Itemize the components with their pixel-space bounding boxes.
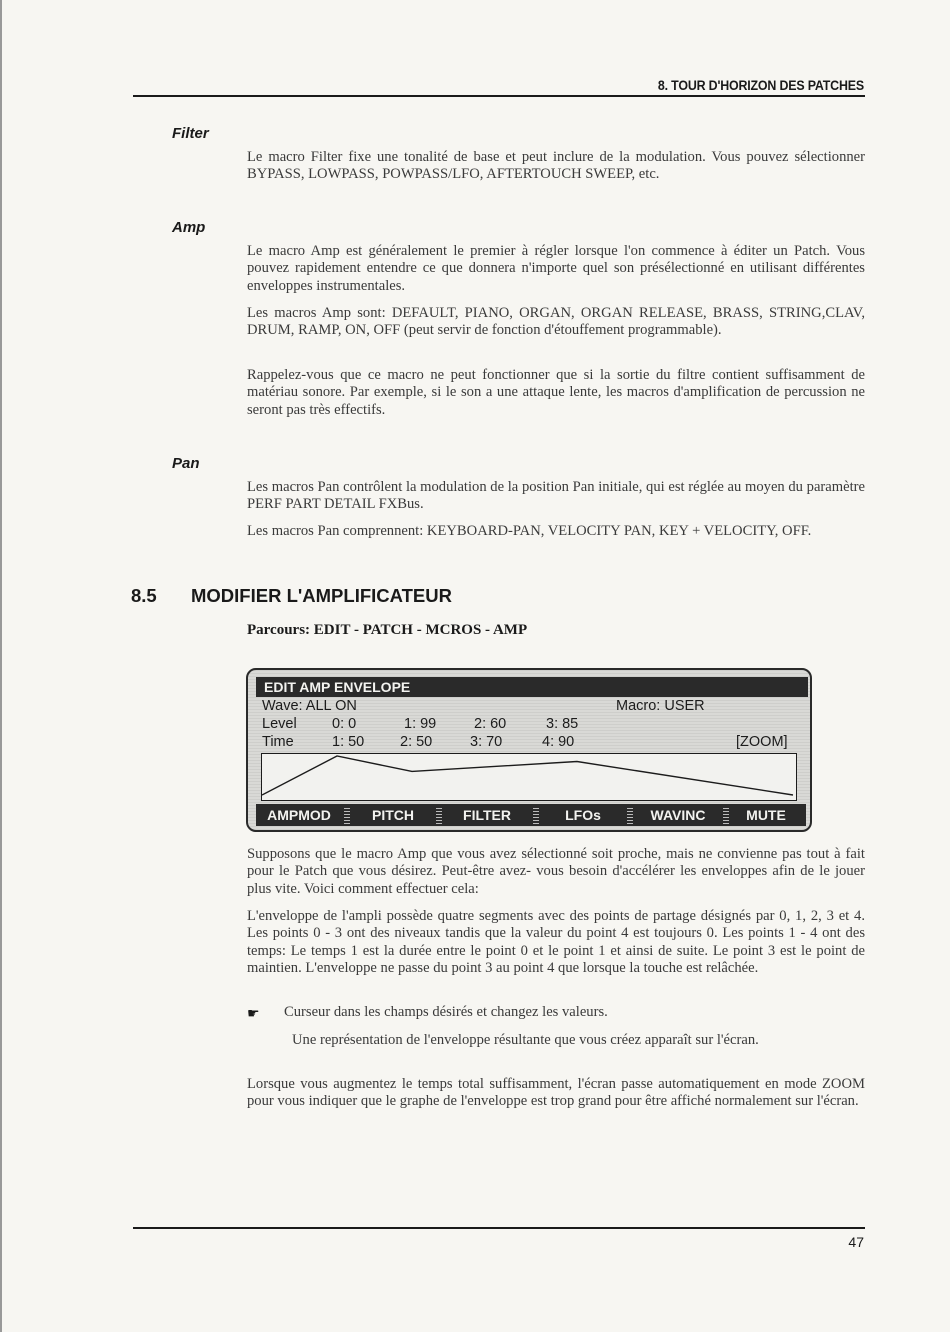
lcd-time-value: 2: 50 bbox=[400, 734, 433, 750]
tab-ampmod: AMPMOD bbox=[267, 807, 331, 823]
tab-separator bbox=[723, 806, 729, 824]
lcd-level-label: Level bbox=[262, 716, 297, 732]
lcd-wave: Wave: ALL ON bbox=[262, 698, 357, 714]
lcd-title: EDIT AMP ENVELOPE bbox=[256, 677, 808, 697]
envelope-graph bbox=[261, 753, 797, 801]
amp-heading: Amp bbox=[172, 219, 206, 236]
lcd-zoom: [ZOOM] bbox=[736, 734, 788, 750]
filter-heading: Filter bbox=[172, 125, 209, 142]
lcd-level-value: 0: 0 bbox=[332, 716, 357, 732]
running-header: 8. TOUR D'HORIZON DES PATCHES bbox=[657, 78, 864, 93]
lcd-time-value: 4: 90 bbox=[542, 734, 575, 750]
tab-separator bbox=[436, 806, 442, 824]
body-paragraph-3: Lorsque vous augmentez le temps total suffisamment, l'écran passe automatiquement en mode ZOOM pour vous indiquer que le graphe de l'enveloppe est trop grand pour être affiché normalement sur l'écran. bbox=[247, 1076, 865, 1110]
binding-edge bbox=[0, 0, 2, 1332]
lcd-level-value: 2: 60 bbox=[474, 716, 507, 732]
pan-paragraph-2: Les macros Pan comprennent: KEYBOARD-PAN, VELOCITY PAN, KEY + VELOCITY, OFF. bbox=[247, 523, 812, 539]
section-heading bbox=[131, 585, 452, 607]
amp-paragraph-2: Les macros Amp sont: DEFAULT, PIANO, ORGAN, ORGAN RELEASE, BRASS, STRING,CLAV, DRUM, RAMP, ON, OFF (peut servir de fonction d'étouffement programmable). bbox=[247, 305, 865, 339]
section-title: MODIFIER L'AMPLIFICATEUR bbox=[191, 585, 452, 606]
body-paragraph-1: Supposons que le macro Amp que vous avez sélectionné soit proche, mais ne convienne pas tout à fait pour le Patch que vous désirez. Peut-être avez- vous besoin d'accélérer les enveloppes afin de le jouer plus vite. Voici comment effectuer cela: bbox=[247, 846, 865, 897]
lcd-level-value: 1: 99 bbox=[404, 716, 437, 732]
lcd-tab-bar bbox=[256, 804, 806, 826]
tab-wavinc: WAVINC bbox=[650, 807, 706, 823]
amp-paragraph-3: Rappelez-vous que ce macro ne peut fonctionner que si la sortie du filtre contient suffisamment de matériau sonore. Par exemple, si le son a une attaque lente, les macros d'amplification de percussion ne seront pas très effectifs. bbox=[247, 367, 865, 418]
navigation-path: Parcours: EDIT - PATCH - MCROS - AMP bbox=[247, 622, 528, 638]
body-paragraph-2: L'enveloppe de l'ampli possède quatre segments avec des points de partage désignés par 0, 1, 2, 3 et 4. Les points 0 - 3 ont des niveaux tandis que la valeur du point 4 est toujours 0. Les points 1 - 4 ont des temps: Le temps 1 est la durée entre le point 0 et le point 1 et ainsi de suite. Le point 3 est le point de maintien. L'enveloppe ne passe du point 3 au point 4 que lorsque la touche est relâchée. bbox=[247, 908, 865, 977]
amp-paragraph-1: Le macro Amp est généralement le premier à régler lorsque l'on commence à éditer un Patch. Vous pouvez rapidement entendre ce que donnera n'importe quel son présélectionné en utilisant différentes enveloppes instrumentales. bbox=[247, 243, 865, 294]
tab-separator bbox=[344, 806, 350, 824]
tab-pitch: PITCH bbox=[372, 807, 414, 823]
lcd-level-value: 3: 85 bbox=[546, 716, 579, 732]
pan-heading: Pan bbox=[172, 455, 200, 472]
footer-rule bbox=[133, 1227, 865, 1229]
lcd-time-value: 1: 50 bbox=[332, 734, 365, 750]
section-number: 8.5 bbox=[131, 585, 157, 606]
page-number: 47 bbox=[848, 1234, 864, 1250]
header-rule bbox=[133, 95, 865, 97]
lcd-screen bbox=[246, 668, 812, 832]
pan-paragraph-1: Les macros Pan contrôlent la modulation de la position Pan initiale, qui est réglée au moyen du paramètre PERF PART DETAIL FXBus. bbox=[247, 479, 865, 513]
lcd-time-label: Time bbox=[262, 734, 294, 750]
bullet-paragraph: Curseur dans les champs désirés et changez les valeurs. bbox=[284, 1004, 608, 1020]
tab-separator bbox=[627, 806, 633, 824]
lcd-macro: Macro: USER bbox=[616, 698, 705, 714]
envelope-graph-svg bbox=[262, 754, 795, 799]
lcd-time-value: 3: 70 bbox=[470, 734, 503, 750]
pointing-hand-icon: ☛ bbox=[247, 1007, 260, 1022]
filter-paragraph: Le macro Filter fixe une tonalité de base et peut inclure de la modulation. Vous pouvez sélectionner BYPASS, LOWPASS, POWPASS/LFO, AFTERTOUCH SWEEP, etc. bbox=[247, 149, 865, 183]
envelope-line bbox=[262, 756, 793, 795]
tab-separator bbox=[533, 806, 539, 824]
tab-lfos: LFOs bbox=[565, 807, 601, 823]
indented-paragraph: Une représentation de l'enveloppe résultante que vous créez apparaît sur l'écran. bbox=[292, 1032, 759, 1048]
tab-filter: FILTER bbox=[463, 807, 511, 823]
tab-mute: MUTE bbox=[746, 807, 786, 823]
